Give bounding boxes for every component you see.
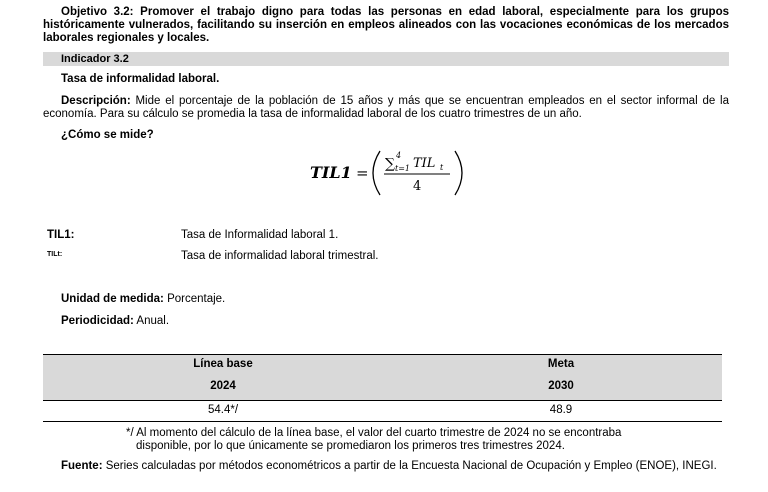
periodicity xyxy=(61,315,169,328)
source-text: Series calculadas por métodos econométricos a partir de la Encuesta Nacional de Ocupación y Empleo (ENOE), INEGI. xyxy=(102,460,717,472)
footnote-line-1: */ Al momento del cálculo de la línea base, el valor del cuarto trimestre de 2024 no se encontraba xyxy=(126,427,622,439)
table-mid-rule xyxy=(43,400,722,401)
footnote-line-2: disponible, por lo que únicamente se promediaron los primeros tres trimestres 2024. xyxy=(136,439,565,452)
source-label: Fuente: xyxy=(61,460,103,472)
indicator-heading-bar xyxy=(43,52,729,66)
formula-sum: ∑ xyxy=(385,156,395,172)
formula-term: TIL xyxy=(413,156,436,171)
description-paragraph xyxy=(43,95,729,121)
table-footnote xyxy=(126,427,686,452)
baseline-value: 54.4*/ xyxy=(207,404,239,416)
formula-denominator: 4 xyxy=(413,179,422,194)
goal-value: 48.9 xyxy=(549,404,573,416)
variable-name: TILt: xyxy=(47,251,63,258)
source-paragraph xyxy=(43,460,729,473)
baseline-year: 2024 xyxy=(210,380,236,392)
baseline-header: Línea base xyxy=(193,358,253,370)
formula-term-sub: t xyxy=(440,163,444,172)
periodicity-label: Periodicidad: xyxy=(61,315,134,327)
variable-description: Tasa de Informalidad laboral 1. xyxy=(181,229,339,241)
indicator-heading: Indicador 3.2 xyxy=(61,53,129,65)
formula-sum-sup: 4 xyxy=(396,151,402,160)
description-label: Descripción: xyxy=(61,95,131,107)
goal-year: 2030 xyxy=(548,380,574,392)
goal-header: Meta xyxy=(547,358,575,370)
table-top-rule xyxy=(43,354,722,355)
formula-equals: = xyxy=(356,164,369,182)
unit-label: Unidad de medida: xyxy=(61,293,164,305)
description-text: Mide el porcentaje de la población de 15 años y más que se encuentran empleados en el sector informal de la economía. Para su cálculo se promedia la tasa de informalidad laboral de los cuatro trimestres de un año. xyxy=(43,95,729,120)
formula xyxy=(300,147,480,199)
variable-name: TIL1: xyxy=(47,229,75,241)
indicator-name: Tasa de informalidad laboral. xyxy=(61,73,220,85)
formula-left-paren xyxy=(373,151,380,195)
formula-lhs: TIL1 xyxy=(310,163,352,182)
unit-value: Porcentaje. xyxy=(163,293,226,305)
objective-paragraph: Objetivo 3.2: Promover el trabajo digno para todas las personas en edad laboral, especialmente para los grupos históricamente vulnerados, facilitando su inserción en empleos alineados con las vocaciones económicas de los mercados laborales regionales y locales. xyxy=(43,6,729,44)
variable-description: Tasa de informalidad laboral trimestral. xyxy=(181,250,379,262)
periodicity-value: Anual. xyxy=(133,315,170,327)
unit-of-measure xyxy=(61,293,225,306)
formula-sum-sub: t=1 xyxy=(395,164,411,173)
table-bottom-rule xyxy=(43,421,722,422)
how-measured-heading: ¿Cómo se mide? xyxy=(61,129,154,141)
formula-right-paren xyxy=(455,151,462,195)
table-header xyxy=(43,354,722,400)
